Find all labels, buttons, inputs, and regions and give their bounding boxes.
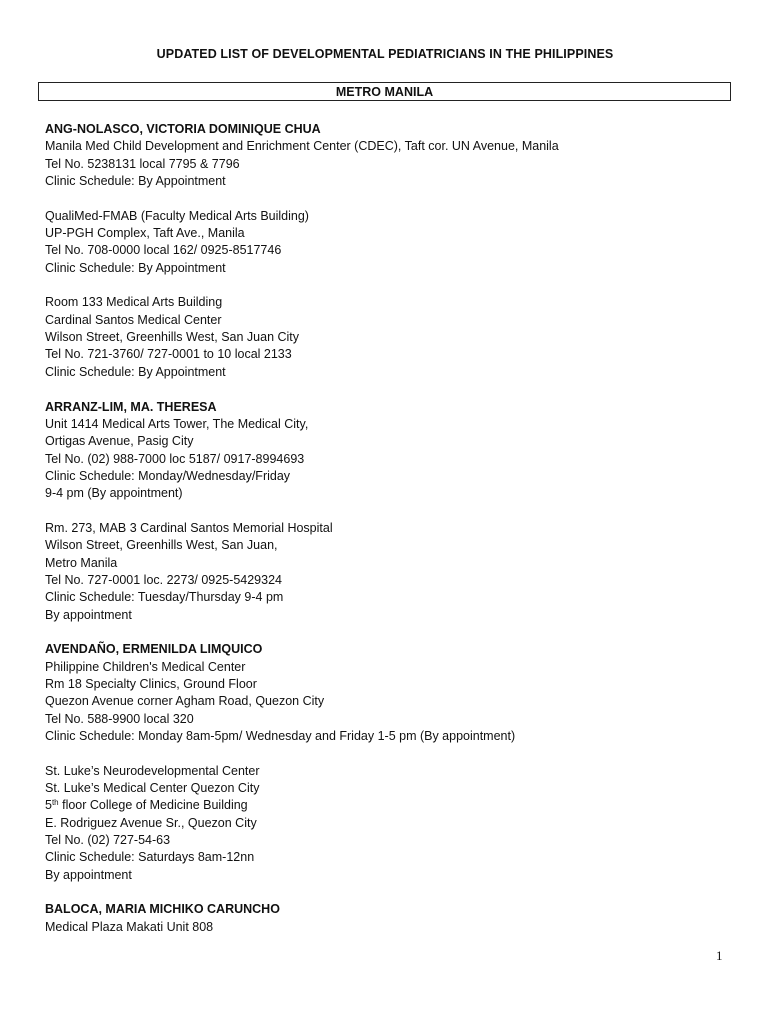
clinic-line: UP-PGH Complex, Taft Ave., Manila: [45, 226, 245, 241]
clinic-line: Tel No. (02) 727-54-63: [45, 833, 171, 848]
clinic-line: Metro Manila: [45, 555, 118, 570]
clinic-line: Medical Plaza Makati Unit 808: [45, 919, 214, 934]
clinic-line: Tel No. 727-0001 loc. 2273/ 0925-5429324: [45, 572, 282, 587]
doctor-name: AVENDAÑO, ERMENILDA LIMQUICO: [45, 642, 263, 657]
clinic-line: Clinic Schedule: Tuesday/Thursday 9-4 pm: [45, 590, 284, 605]
clinic-line: Clinic Schedule: By Appointment: [45, 260, 226, 275]
clinic-block: [45, 763, 745, 884]
region-header-box: [38, 82, 731, 101]
clinic-line: By appointment: [45, 607, 132, 622]
clinic-line: St. Luke’s Neurodevelopmental Center: [45, 763, 260, 778]
clinic-line: Rm. 273, MAB 3 Cardinal Santos Memorial Hospital: [45, 520, 333, 535]
clinic-line: Tel No. (02) 988-7000 loc 5187/ 0917-8994693: [45, 451, 305, 466]
clinic-line: Tel No. 588-9900 local 320: [45, 711, 194, 726]
clinic-block: [45, 294, 745, 381]
region-label: METRO MANILA: [335, 85, 434, 99]
doctor-entry: [45, 121, 745, 381]
clinic-line: By appointment: [45, 867, 132, 882]
clinic-line: Wilson Street, Greenhills West, San Juan City: [45, 330, 300, 345]
clinic-block: [45, 659, 745, 746]
clinic-block: [45, 208, 745, 277]
clinic-block: [45, 138, 745, 190]
doctor-entry: [45, 901, 745, 936]
clinic-line: Tel No. 5238131 local 7795 & 7796: [45, 156, 240, 171]
doctor-name: ARRANZ-LIM, MA. THERESA: [45, 399, 217, 414]
clinic-line: Rm 18 Specialty Clinics, Ground Floor: [45, 677, 257, 691]
clinic-line: QualiMed-FMAB (Faculty Medical Arts Building): [45, 208, 309, 223]
clinic-line: Clinic Schedule: By Appointment: [45, 174, 226, 189]
clinic-line: Philippine Children's Medical Center: [45, 659, 246, 674]
floor-rest: floor College of Medicine Building: [58, 798, 248, 813]
clinic-line: Ortigas Avenue, Pasig City: [45, 434, 194, 449]
doctor-name: BALOCA, MARIA MICHIKO CARUNCHO: [45, 902, 280, 917]
floor-number: 5: [45, 798, 52, 813]
clinic-block: [45, 416, 745, 503]
clinic-block: [45, 919, 745, 936]
clinic-line: 9-4 pm (By appointment): [45, 486, 183, 501]
clinic-line: Clinic Schedule: By Appointment: [45, 364, 226, 379]
page-number: 1: [716, 948, 723, 963]
clinic-line: Cardinal Santos Medical Center: [45, 312, 222, 327]
clinic-line: Room 133 Medical Arts Building: [45, 295, 223, 310]
clinic-line: Tel No. 708-0000 local 162/ 0925-8517746: [45, 243, 282, 258]
floor-suffix: th: [51, 798, 59, 808]
clinic-line: Clinic Schedule: Monday/Wednesday/Friday: [45, 468, 291, 483]
doctor-name: ANG-NOLASCO, VICTORIA DOMINIQUE CHUA: [45, 122, 321, 136]
clinic-line: Wilson Street, Greenhills West, San Juan,: [45, 538, 278, 553]
clinic-block: [45, 520, 745, 624]
clinic-line: Manila Med Child Development and Enrichment Center (CDEC), Taft cor. UN Avenue, Manila: [45, 139, 559, 154]
clinic-line: E. Rodriguez Avenue Sr., Quezon City: [45, 815, 257, 830]
clinic-line: St. Luke’s Medical Center Quezon City: [45, 781, 260, 796]
clinic-line: Unit 1414 Medical Arts Tower, The Medical City,: [45, 416, 309, 431]
document-title: UPDATED LIST OF DEVELOPMENTAL PEDIATRICIANS IN THE PHILIPPINES: [156, 47, 614, 61]
doctor-entry: [45, 399, 745, 624]
clinic-line: Clinic Schedule: Saturdays 8am-12nn: [45, 850, 255, 865]
clinic-line: Clinic Schedule: Monday 8am-5pm/ Wednesday and Friday 1-5 pm (By appointment): [45, 729, 516, 744]
clinic-line: Quezon Avenue corner Agham Road, Quezon City: [45, 694, 325, 709]
doctor-entry: [45, 641, 745, 884]
clinic-floor-line: [45, 797, 745, 814]
clinic-line: Tel No. 721-3760/ 727-0001 to 10 local 2133: [45, 347, 292, 362]
doctor-list: [45, 121, 745, 936]
